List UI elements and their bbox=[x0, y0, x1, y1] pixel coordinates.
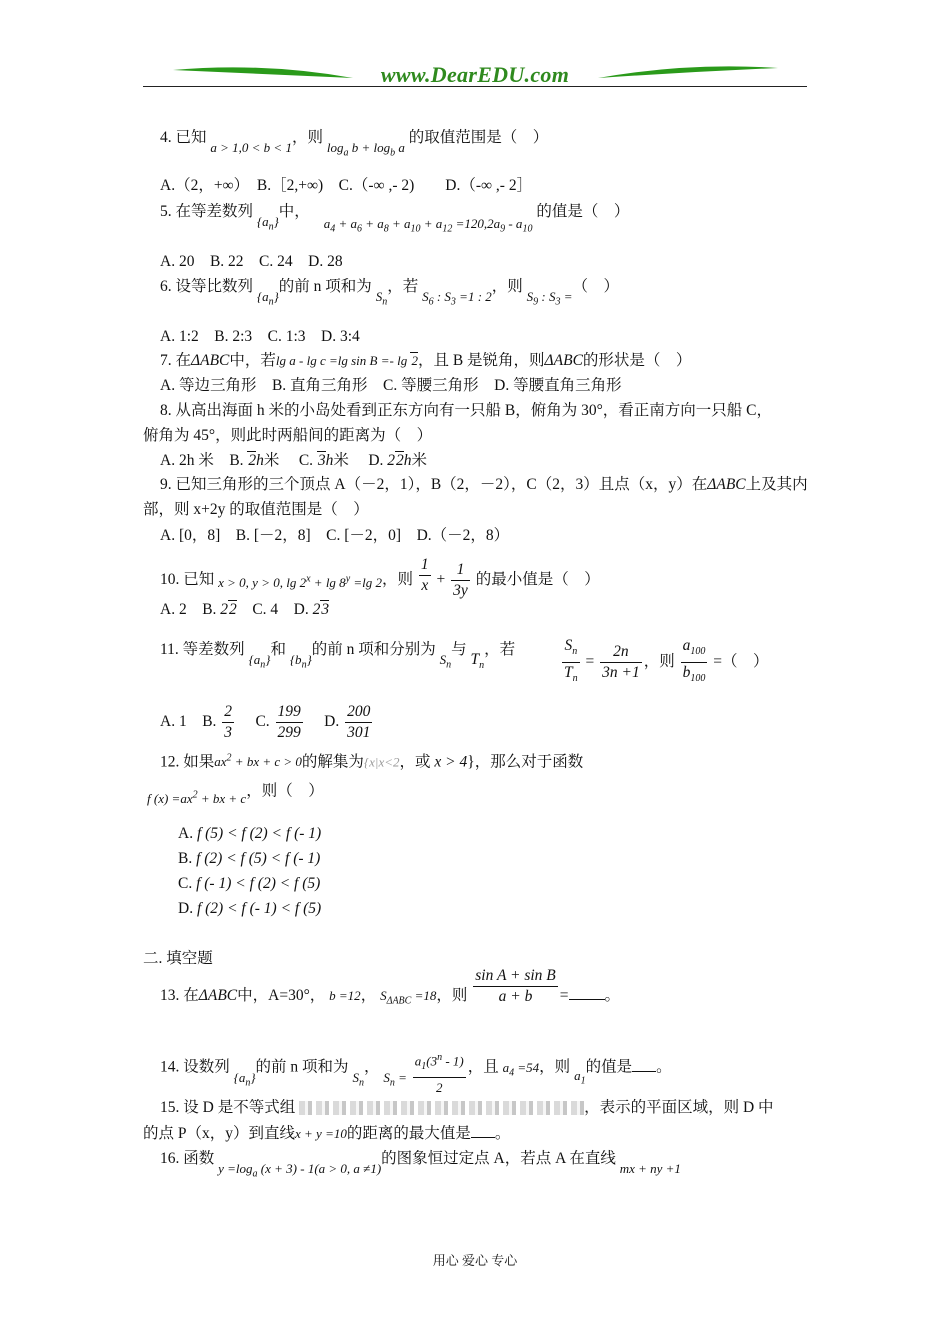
question-12-choice-b: B. f (2) < f (5) < f (- 1) bbox=[178, 850, 321, 867]
question-9-line1: 9. 已知三角形的三个顶点 A（－2，1），B（2，－2），C（2，3）且点（x，y）在ΔABC上及其内 bbox=[160, 476, 808, 493]
question-5: 5. 在等差数列 $_{\{a_n\}}$中， $_{a_4 + a_6 + a_8 + a_{10} + a_{12} =120,2a_9 - a_{10}}$ 的值是（ ） bbox=[160, 203, 630, 235]
question-7: 7. 在ΔABC中，若lg a - lg c =lg sin B =- lg 2，且 B 是锐角，则ΔABC的形状是（ ） bbox=[160, 352, 692, 369]
question-6-choices: A. 1:2 B. 2:3 C. 1:3 D. 3:4 bbox=[160, 328, 360, 345]
question-12-choice-d: D. f (2) < f (- 1) < f (5) bbox=[178, 900, 322, 917]
left-swoosh-icon bbox=[173, 67, 353, 78]
question-10: 10. 已知 x > 0, y > 0, $\lg 2^x + \lg 8^y =\lg$ 2，则 $\frac{1}{x}$ + $\frac{1}{3y}$ 的最小值是（ ） bbox=[160, 556, 600, 599]
question-8-choices: A. 2h 米 B. 2h米 C. 3h米 D. 22h米 bbox=[160, 452, 428, 469]
site-logo: www.DearEDU.com bbox=[380, 62, 570, 87]
question-10-choices: A. 2 B. 22 C. 4 D. 23 bbox=[160, 601, 330, 618]
question-11-fracs: $\frac{S_n}{T_n}$ = $\frac{2n}{3n +1}$ ，则 $\frac{a_{100}}{b_{100}}$ =（ ） bbox=[564, 637, 769, 685]
question-5-choices: A. 20 B. 22 C. 24 D. 28 bbox=[160, 253, 343, 270]
answer-blank-14[interactable] bbox=[632, 1057, 656, 1072]
question-4: 4. 已知 $_{a > 1,0 < b < 1}$，则 $_{log_a b + log_b a}$ 的取值范围是（ ） bbox=[160, 129, 549, 159]
answer-blank-13[interactable] bbox=[569, 985, 605, 1000]
question-11: 11. 等差数列 $_{\{a_n\}}$和 $_{\{b_n\}}$的前 n 项和分别为 $_{S_n}$与 $T_n$，若 bbox=[160, 641, 516, 672]
question-9-line2: 部，则 x+2y 的取值范围是（ ） bbox=[143, 501, 369, 518]
question-14: 14. 设数列 $_{\{a_n\}}$的前 n 项和为 $_{S_n}$， $_{S_n =}$ $\frac{a_1(3^n - 1)}{2}$ ，且 $a_4 =54$，则 $_{a_1}$的值是 。 bbox=[160, 1038, 672, 1098]
inequality-system-image bbox=[299, 1101, 584, 1115]
header-divider bbox=[143, 86, 807, 87]
question-8-line2: 俯角为 45°，则此时两船间的距离为（ ） bbox=[143, 427, 433, 444]
question-15: 15. 设 D 是不等式组 ，表示的平面区域，则 D 中 bbox=[160, 1099, 774, 1116]
question-13: 13. 在ΔABC中，A=30°， b =12， $S_{\Delta ABC} =18$，则 $\frac{\text{sin A + sin B}}{a + b}$ = 。 bbox=[160, 966, 621, 1007]
question-6: 6. 设等比数列 $_{\{a_n\}}$的前 n 项和为 $_{S_n}$，若 $_{S_6 : S_3 =1 : 2}$，则 $_{S_9 : S_3 =}$（ ） bbox=[160, 278, 620, 308]
answer-blank-15[interactable] bbox=[471, 1123, 495, 1138]
question-12-line2: $_{f (x) =ax^2 + bx + c}$，则（ ） bbox=[147, 782, 324, 807]
question-12: 12. 如果$ax^2$ + bx + c > 0的解集为{x|x<2，或 x > 4}，那么对于函数 bbox=[160, 753, 584, 771]
question-4-choices: A.（2，+∞） B.［2,+∞) C.（-∞ ,- 2) D.（-∞ ,- 2］ bbox=[160, 177, 533, 194]
question-11-choices: A. 1 B. $\frac{2}{3}$ C. $\frac{199}{299}$ D. $\frac{200}{301}$ bbox=[160, 703, 371, 741]
question-15-line2: 的点 P（x，y）到直线x + y =10的距离的最大值是 。 bbox=[143, 1125, 511, 1142]
right-swoosh-icon bbox=[598, 66, 778, 78]
section-heading-fill-in: 二. 填空题 bbox=[143, 950, 213, 967]
question-7-choices: A. 等边三角形 B. 直角三角形 C. 等腰三角形 D. 等腰直角三角形 bbox=[160, 377, 622, 394]
question-12-choice-c: C. f (- 1) < f (2) < f (5) bbox=[178, 875, 321, 892]
question-9-choices: A. [0，8] B. [－2，8] C. [－2，0] D.（－2，8） bbox=[160, 527, 510, 544]
question-12-choice-a: A. f (5) < f (2) < f (- 1) bbox=[178, 825, 322, 842]
question-16: 16. 函数 $_{y =log_a (x + 3) - 1(a > 0, a \ne 1)}$的图象恒过定点 A，若点 A 在直线 $_{mx + ny +1}$ bbox=[160, 1150, 681, 1180]
question-8-line1: 8. 从高出海面 h 米的小岛处看到正东方向有一只船 B，俯角为 30°，看正南方向一只船 C， bbox=[160, 402, 773, 419]
page-footer: 用心 爱心 专心 bbox=[432, 1253, 518, 1268]
